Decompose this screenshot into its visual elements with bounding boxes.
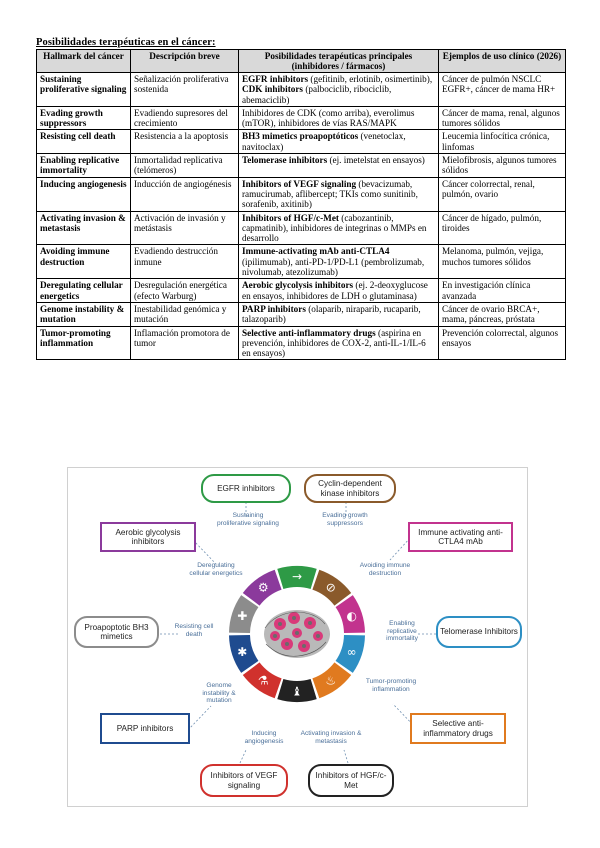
cell-description: [131, 326, 239, 360]
table-row: [37, 106, 566, 130]
wheel-icon-sustaining: →: [291, 569, 303, 584]
therapy-text: (aspirina en prevención, inhibidores de COX-2, anti-IL-1/IL-6 en ensayos): [242, 327, 426, 359]
wheel-icon-resisting: ✚: [237, 609, 248, 624]
therapy-text: Selective anti-inflammatory drugs: [242, 327, 376, 338]
description-text: Inmortalidad replicativa (telómeros): [134, 155, 223, 176]
table-row: [37, 154, 566, 178]
wheel-icon-dereg: ⚙: [257, 580, 269, 595]
telomerase-inhibitors-box: Telomerase Inhibitors: [436, 616, 522, 648]
wheel-icon-evading: ⊘: [325, 580, 336, 595]
label-activating-invasion-metastasis: Activating invasion & metastasis: [300, 730, 362, 745]
therapy-text: (olaparib, niraparib, rucaparib, talazoparib): [242, 303, 421, 325]
label-sustaining-proliferative-signaling: Sustaining proliferative signaling: [217, 512, 279, 527]
table-row: [37, 326, 566, 360]
anti-inflammatory-drugs-box: Selective anti-inflammatory drugs: [410, 713, 506, 744]
cell-hallmark: [37, 279, 131, 303]
clinical-example-text: Prevención colorrectal, algunos ensayos: [442, 327, 559, 348]
hallmark-text: Resisting cell death: [40, 131, 116, 142]
tumor-cells-illustration: [264, 610, 330, 658]
clinical-example-text: Cáncer de mama, renal, algunos tumores sólidos: [442, 107, 560, 129]
clinical-example-text: Mielofibrosis, algunos tumores sólidos: [442, 155, 557, 176]
cdk-inhibitors-box: Cyclin-dependent kinase inhibitors: [304, 474, 396, 503]
label-resisting-cell-death: Resisting cell death: [174, 623, 214, 638]
therapy-text: PARP inhibitors: [242, 303, 306, 314]
wheel-icon-avoiding: ◐: [346, 609, 357, 624]
therapy-text: (ej. imetelstat en ensayos): [327, 155, 425, 166]
cell-hallmark: [37, 245, 131, 279]
description-text: Evadiendo supresores del crecimiento: [134, 107, 228, 129]
therapy-text: Immune-activating mAb anti-CTLA4: [242, 246, 390, 257]
wheel-icon-activating: ♝: [291, 684, 303, 699]
cell-therapies: [239, 177, 439, 211]
header-description: Descripción breve: [131, 50, 239, 73]
hallmark-text: Enabling replicative immortality: [40, 155, 120, 176]
cell-description: [131, 106, 239, 130]
cell-description: [131, 302, 239, 326]
cell-clinical-example: [439, 279, 566, 303]
header-hallmark: Hallmark del cáncer: [37, 50, 131, 73]
cell-clinical-example: [439, 130, 566, 154]
cell-description: [131, 211, 239, 245]
table-row: [37, 177, 566, 211]
description-text: Desregulación energética (efecto Warburg): [134, 280, 227, 301]
therapy-text: CDK inhibitors: [242, 84, 304, 95]
hallmark-text: Avoiding immune destruction: [40, 246, 110, 267]
therapy-text: (ej. 2-deoxyglucose en ensayos, inhibidores de LDH o glutaminasa): [242, 280, 428, 301]
cell-therapies: [239, 106, 439, 130]
hallmark-text: Evading growth suppressors: [40, 107, 103, 129]
therapy-text: (ipilimumab), anti-PD-1/PD-L1 (pembrolizumab, nivolumab, atezolizumab): [242, 256, 425, 278]
wheel-icon-tumorprom: ♨: [325, 673, 337, 688]
cell-hallmark: [37, 326, 131, 360]
cell-hallmark: [37, 211, 131, 245]
therapy-text: (cabozantinib, capmatinib), inhibidores de integrinas o MMPs en desarrollo: [242, 212, 427, 244]
cell-hallmark: [37, 302, 131, 326]
cell-therapies: [239, 73, 439, 107]
clinical-example-text: En investigación clínica avanzada: [442, 280, 531, 301]
therapy-text: Telomerase inhibitors: [242, 155, 328, 166]
hallmark-text: Inducing angiogenesis: [40, 178, 127, 189]
hallmark-text: Tumor-promoting inflammation: [40, 327, 111, 348]
clinical-example-text: Cáncer colorrectal, renal, pulmón, ovario: [442, 178, 535, 199]
cell-hallmark: [37, 177, 131, 211]
hallmark-text: Genome instability & mutation: [40, 303, 125, 325]
cell-therapies: [239, 154, 439, 178]
label-evading-growth-suppressors: Evading growth suppressors: [322, 512, 368, 527]
aerobic-glycolysis-inhibitors-box: Aerobic glycolysis inhibitors: [100, 522, 196, 552]
hallmark-text: Deregulating cellular energetics: [40, 280, 123, 301]
vegf-inhibitors-box: Inhibitors of VEGF signaling: [200, 764, 288, 797]
cell-clinical-example: [439, 211, 566, 245]
clinical-example-text: Cáncer de pulmón NSCLC EGFR+, cáncer de mama HR+: [442, 74, 556, 95]
cell-therapies: [239, 302, 439, 326]
therapy-text: Inhibidores de CDK (como arriba), everolimus (mTOR), inhibidores de vías RAS/MAPK: [242, 107, 415, 129]
label-enabling-replicative-immortality: Enabling replicative immortality: [386, 620, 418, 643]
therapy-text: Inhibitors of HGF/c-Met: [242, 212, 339, 223]
description-text: Evadiendo destrucción inmune: [134, 246, 218, 267]
therapy-text: Aerobic glycolysis inhibitors: [242, 280, 354, 291]
clinical-example-text: Melanoma, pulmón, vejiga, muchos tumores sólidos: [442, 246, 544, 267]
table-row: [37, 211, 566, 245]
hgf-cmet-inhibitors-box: Inhibitors of HGF/c-Met: [308, 764, 394, 797]
therapy-text: (bevacizumab, ramucirumab, aflibercept; TKIs como sunitinib, sorafenib, axitinib): [242, 178, 418, 210]
label-inducing-angiogenesis: Inducing angiogenesis: [244, 730, 284, 745]
label-deregulating-cellular-energetics: Deregulating cellular energetics: [189, 562, 243, 577]
description-text: Activación de invasión y metástasis: [134, 212, 226, 233]
description-text: Inestabilidad genómica y mutación: [134, 303, 227, 325]
cell-description: [131, 154, 239, 178]
cell-description: [131, 73, 239, 107]
cell-therapies: [239, 326, 439, 360]
clinical-example-text: Leucemia linfocítica crónica, linfomas: [442, 131, 550, 152]
therapy-text: Inhibitors of VEGF signaling: [242, 178, 357, 189]
cell-clinical-example: [439, 177, 566, 211]
therapy-text: EGFR inhibitors: [242, 74, 309, 84]
cell-therapies: [239, 211, 439, 245]
bh3-mimetics-box: Proapoptotic BH3 mimetics: [74, 616, 159, 648]
clinical-example-text: Cáncer de ovario BRCA+, mama, páncreas, próstata: [442, 303, 540, 325]
therapy-text: (gefitinib, erlotinib, osimertinib),: [308, 74, 433, 84]
table-row: [37, 245, 566, 279]
description-text: Inducción de angiogénesis: [134, 178, 232, 189]
header-clinical-examples: Ejemplos de uso clínico (2026): [439, 50, 566, 73]
hallmarks-figure: [67, 467, 528, 807]
cell-therapies: [239, 130, 439, 154]
label-avoiding-immune-destruction: Avoiding immune destruction: [359, 562, 411, 577]
description-text: Inflamación promotora de tumor: [134, 327, 230, 348]
therapy-text: (palbociclib, ribociclib, abemaciclib): [242, 84, 392, 105]
hallmark-text: Sustaining proliferative signaling: [40, 74, 127, 95]
therapy-table: [36, 49, 566, 360]
wheel-icon-enabling: ∞: [346, 644, 357, 659]
cell-hallmark: [37, 130, 131, 154]
therapy-text: (venetoclax, navitoclax): [242, 131, 406, 152]
table-row: [37, 73, 566, 107]
cell-clinical-example: [439, 73, 566, 107]
table-row: [37, 130, 566, 154]
description-text: Resistencia a la apoptosis: [134, 131, 229, 142]
parp-inhibitors-box: PARP inhibitors: [100, 713, 190, 744]
cell-hallmark: [37, 154, 131, 178]
cell-therapies: [239, 279, 439, 303]
header-therapies: Posibilidades terapéuticas principales (inhibidores / fármacos): [239, 50, 439, 73]
wheel-icon-genome: ✱: [237, 644, 248, 659]
cell-description: [131, 177, 239, 211]
description-text: Señalización proliferativa sostenida: [134, 74, 229, 95]
table-row: [37, 302, 566, 326]
label-genome-instability-mutation: Genome instability & mutation: [202, 682, 236, 705]
cell-clinical-example: [439, 302, 566, 326]
anti-ctla4-box: Immune activating anti-CTLA4 mAb: [408, 522, 513, 552]
hallmark-text: Activating invasion & metastasis: [40, 212, 126, 233]
table-header-row: [37, 50, 566, 73]
cell-clinical-example: [439, 154, 566, 178]
egfr-inhibitors-box: EGFR inhibitors: [201, 474, 291, 503]
clinical-example-text: Cáncer de hígado, pulmón, tiroides: [442, 212, 542, 233]
cell-clinical-example: [439, 326, 566, 360]
cell-therapies: [239, 245, 439, 279]
cell-description: [131, 279, 239, 303]
table-row: [37, 279, 566, 303]
cell-description: [131, 130, 239, 154]
cell-description: [131, 245, 239, 279]
cell-hallmark: [37, 106, 131, 130]
label-tumor-promoting-inflammation: Tumor-promoting inflammation: [365, 678, 417, 693]
cell-clinical-example: [439, 245, 566, 279]
cell-clinical-example: [439, 106, 566, 130]
page-title: Posibilidades terapéuticas en el cáncer:: [36, 37, 216, 48]
therapy-text: BH3 mimetics proapoptóticos: [242, 131, 359, 142]
cell-hallmark: [37, 73, 131, 107]
wheel-icon-inducing: ⚗: [257, 673, 269, 688]
